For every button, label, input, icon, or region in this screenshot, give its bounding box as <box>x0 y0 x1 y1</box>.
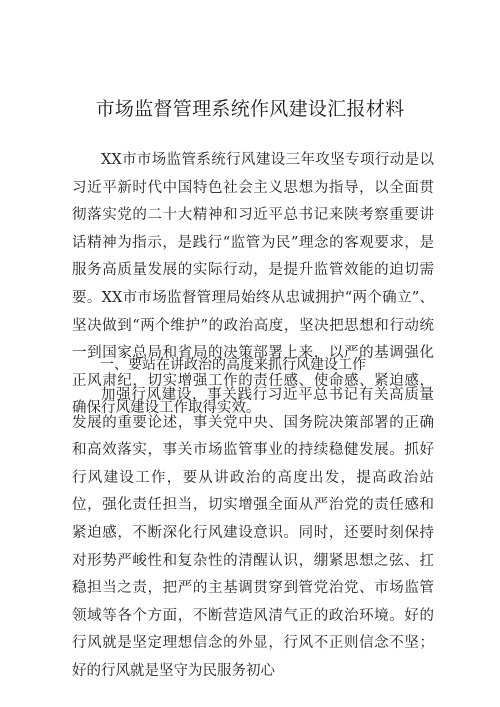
document-title: 市场监督管理系统作风建设汇报材料 <box>95 98 405 120</box>
paragraph-intro: XX市市场监管系统行风建设三年攻坚专项行动是以习近平新时代中国特色社会主义思想为指导，以全面贯彻落实党的二十大精神和习近平总书记来陕考察重要讲话精神为指示，是践行“监管为民”理念的客观要求，是服务高质量发展的实际行动，是提升监管效能的迫切需要。XX市市场监督管理局始终从忠诚拥护“两个确立”、坚决做到“两个维护”的政治高度，坚决把思想和行动统一到国家总局和省局的决策部署上来，以严的基调强化正风肃纪，切实增强工作的责任感、使命感、紧迫感，确保行风建设工作取得实效。 <box>72 152 434 417</box>
section-heading-1: 一、要站在讲政治的高度来抓行风建设工作 <box>100 357 366 373</box>
paragraph-section-1: 加强行风建设，事关践行习近平总书记有关高质量发展的重要论述，事关党中央、国务院决策部署的正确和高效落实，事关市场监管事业的持续稳健发展。抓好行风建设工作，要从讲政治的高度出发，提高政治站位，强化责任担当，切实增强全面从严治党的责任感和紧迫感，不断深化行风建设意识。同时，还要时刻保持对形势严峻性和复杂性的清醒认识，绷紧思想之弦、扛稳担当之责，把严的主基调贯穿到管党治党、市场监管领域等各个方面，不断营造风清气正的政治环境。好的行风就是坚定理想信念的外显，行风不正则信念不坚；好的行风就是坚守为民服务初心 <box>72 387 434 679</box>
